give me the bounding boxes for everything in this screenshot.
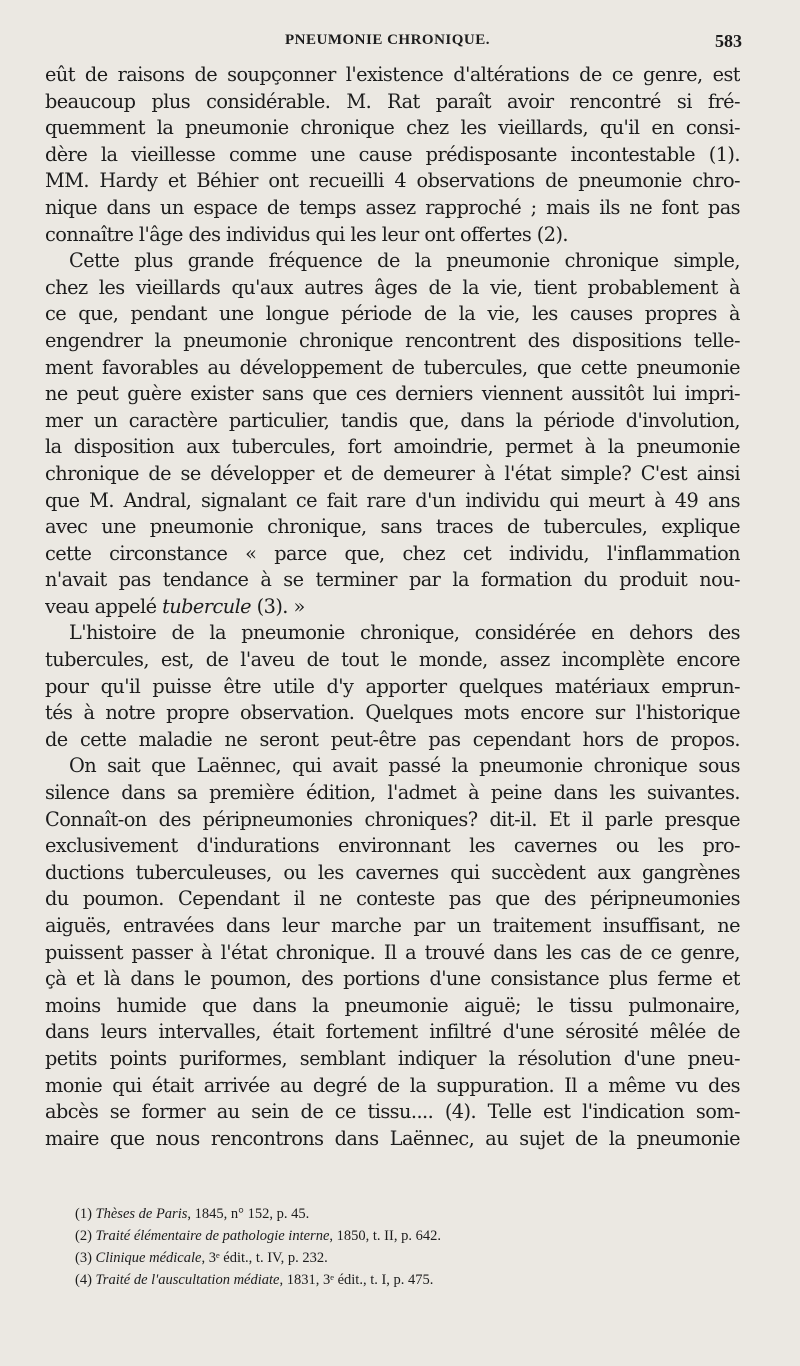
text-line: quemment la pneumonie chronique chez les vieillards, qu'il en consi- <box>45 116 740 140</box>
page-header <box>45 32 740 56</box>
text-line: maire que nous rencontrons dans Laënnec, au sujet de la pneumonie <box>45 1126 740 1150</box>
footnote-3 <box>75 1247 715 1269</box>
footnote-title: Traité élémentaire de pathologie interne <box>95 1228 330 1244</box>
footnote-title: Clinique médicale <box>95 1250 202 1266</box>
text-line: nique dans un espace de temps assez rapproché ; mais ils ne font pas <box>45 195 740 219</box>
footnote-number: (3) <box>75 1250 96 1266</box>
text-line: çà et là dans le poumon, des portions d'une consistance plus ferme et <box>45 967 740 991</box>
text-line: moins humide que dans la pneumonie aiguë; le tissu pulmonaire, <box>45 993 740 1017</box>
text-line: silence dans sa première édition, l'admet à peine dans les suivantes. <box>45 781 740 805</box>
text-line: ne peut guère exister sans que ces derniers viennent aussitôt lui impri- <box>45 382 740 406</box>
text-line: abcès se former au sein de ce tissu.... (4). Telle est l'indication som- <box>45 1100 740 1124</box>
page-number: 583 <box>715 31 742 51</box>
text-fragment: (3). » <box>251 594 305 618</box>
text-line: avec une pneumonie chronique, sans traces de tubercules, explique <box>45 515 740 539</box>
text-line: n'avait pas tendance à se terminer par la formation du produit nou- <box>45 568 740 592</box>
text-line <box>45 594 740 621</box>
footnote-2 <box>75 1225 715 1247</box>
text-line: de cette maladie ne seront peut-être pas cependant hors de propos. <box>45 727 740 751</box>
text-line: eût de raisons de soupçonner l'existence d'altérations de ce genre, est <box>45 63 740 86</box>
text-line: ment favorables au développement de tubercules, que cette pneumonie <box>45 355 740 379</box>
text-line: chronique de se développer et de demeurer à l'état simple? C'est ainsi <box>45 461 740 485</box>
text-line: beaucoup plus considérable. M. Rat paraît avoir rencontré si fré- <box>45 89 740 113</box>
text-line: pour qu'il puisse être utile d'y apporter quelques matériaux emprun- <box>45 674 740 698</box>
running-title: PNEUMONIE CHRONIQUE. <box>285 32 491 48</box>
italic-term: tubercule <box>162 594 252 618</box>
footnote-number: (2) <box>75 1228 96 1244</box>
text-line: que M. Andral, signalant ce fait rare d'un individu qui meurt à 49 ans <box>45 488 740 512</box>
text-line: puissent passer à l'état chronique. Il a trouvé dans les cas de ce genre, <box>45 940 740 964</box>
text-line: L'histoire de la pneumonie chronique, considérée en dehors des <box>69 621 740 645</box>
footnotes <box>75 1203 715 1291</box>
footnote-title: Traité de l'auscultation médiate <box>95 1272 280 1288</box>
text-line: chez les vieillards qu'aux autres âges de la vie, tient probablement à <box>45 275 740 299</box>
text-line: ductions tuberculeuses, ou les cavernes qui succèdent aux gangrènes <box>45 860 740 884</box>
footnote-details: , 1850, t. II, p. 642. <box>329 1228 441 1244</box>
text-line: dans leurs intervalles, était fortement infiltré d'une sérosité mêlée de <box>45 1020 740 1044</box>
text-line: petits points puriformes, semblant indiquer la résolution d'une pneu- <box>45 1046 740 1070</box>
text-line: exclusivement d'indurations environnant les cavernes ou les pro- <box>45 834 740 858</box>
footnote-details: , 1845, n° 152, p. 45. <box>187 1206 310 1222</box>
text-line: On sait que Laënnec, qui avait passé la pneumonie chronique sous <box>69 754 740 778</box>
text-fragment: veau appelé <box>45 594 157 618</box>
body-text <box>45 62 740 1152</box>
text-line: dère la vieillesse comme une cause prédisposante incontestable (1). <box>45 142 740 166</box>
footnote-number: (4) <box>75 1272 96 1288</box>
text-line: tubercules, est, de l'aveu de tout le monde, assez incomplète encore <box>45 648 740 672</box>
text-line: ce que, pendant une longue période de la vie, les causes propres à <box>45 302 740 326</box>
text-line: Cette plus grande fréquence de la pneumonie chronique simple, <box>69 249 740 273</box>
footnote-details: , 1831, 3ᵉ édit., t. I, p. 475. <box>279 1272 434 1288</box>
text-line: du poumon. Cependant il ne conteste pas que des péripneumonies <box>45 887 740 911</box>
footnote-1 <box>75 1203 715 1225</box>
text-line: engendrer la pneumonie chronique rencontrent des dispositions telle- <box>45 328 740 352</box>
text-line: cette circonstance « parce que, chez cet individu, l'inflammation <box>45 541 740 565</box>
text-line: aiguës, entravées dans leur marche par un traitement insuffisant, ne <box>45 914 740 937</box>
text-line: MM. Hardy et Béhier ont recueilli 4 observations de pneumonie chro- <box>45 169 740 193</box>
text-line: connaître l'âge des individus qui les leur ont offertes (2). <box>45 222 569 246</box>
text-line: Connaît-on des péripneumonies chroniques? dit-il. Et il parle presque <box>45 807 740 831</box>
footnote-number: (1) <box>75 1206 96 1222</box>
text-line: mer un caractère particulier, tandis que, dans la période d'involution, <box>45 408 740 432</box>
text-line: tés à notre propre observation. Quelques mots encore sur l'historique <box>45 701 740 725</box>
footnote-4 <box>75 1269 715 1291</box>
text-line: monie qui était arrivée au degré de la suppuration. Il a même vu des <box>45 1073 740 1097</box>
footnote-details: , 3ᵉ édit., t. IV, p. 232. <box>201 1250 328 1266</box>
text-line: la disposition aux tubercules, fort amoindrie, permet à la pneumonie <box>45 435 740 459</box>
footnote-title: Thèses de Paris <box>95 1206 188 1222</box>
